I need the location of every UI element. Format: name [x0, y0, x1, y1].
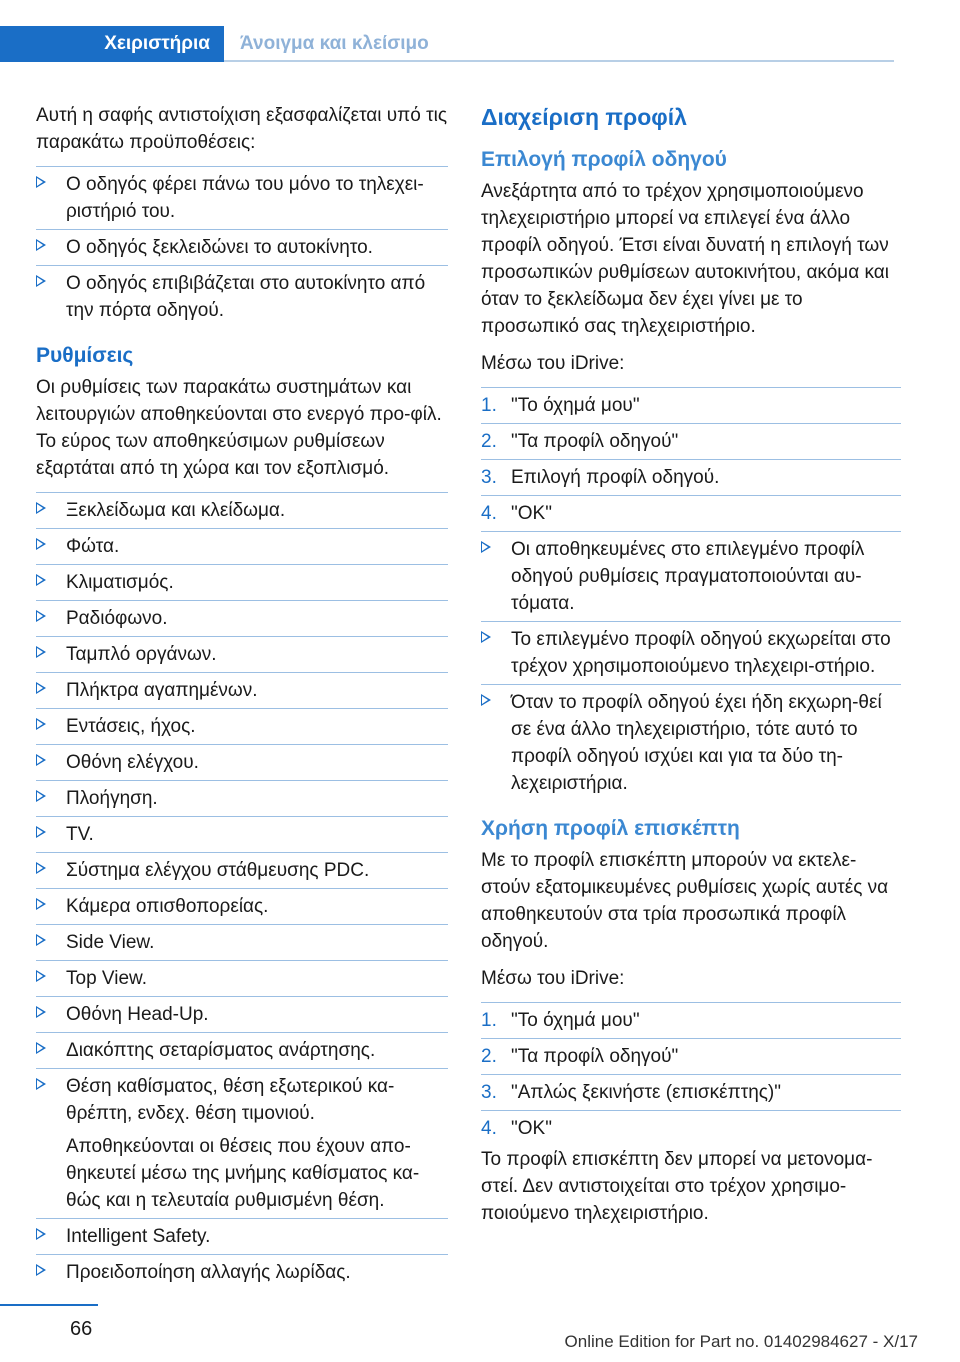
triangle-bullet-icon: [36, 1264, 46, 1276]
triangle-bullet-icon: [481, 541, 491, 553]
triangle-bullet-icon: [36, 826, 46, 838]
list-item: Οθόνη ελέγχου.: [36, 744, 448, 780]
list-item: Οθόνη Head-Up.: [36, 996, 448, 1032]
list-item: Ταμπλό οργάνων.: [36, 636, 448, 672]
triangle-bullet-icon: [36, 1228, 46, 1240]
triangle-bullet-icon: [481, 694, 491, 706]
triangle-bullet-icon: [36, 1042, 46, 1054]
triangle-bullet-icon: [36, 239, 46, 251]
triangle-bullet-icon: [481, 631, 491, 643]
triangle-bullet-icon: [36, 610, 46, 622]
step-item: 3. Επιλογή προφίλ οδηγού.: [481, 459, 901, 495]
list-item: Κλιματισμός.: [36, 564, 448, 600]
list-item: Το επιλεγμένο προφίλ οδηγού εκχωρείται στο τρέχον χρησιμοποιούμενο τηλεχειρι-στήριο.: [481, 621, 901, 684]
intro-paragraph: Αυτή η σαφής αντιστοίχιση εξασφαλίζεται υπό τις παρακάτω προϋποθέσεις:: [36, 105, 448, 153]
triangle-bullet-icon: [36, 176, 46, 188]
guest-steps-list: [481, 1002, 901, 1146]
settings-heading: Ρυθμίσεις: [36, 344, 134, 367]
triangle-bullet-icon: [36, 275, 46, 287]
step-item: 4. "OK": [481, 1110, 901, 1146]
list-item: Intelligent Safety.: [36, 1218, 448, 1254]
list-item: Top View.: [36, 960, 448, 996]
list-item: Προειδοποίηση αλλαγής λωρίδας.: [36, 1254, 448, 1290]
select-profile-heading: Επιλογή προφίλ οδηγού: [481, 148, 727, 171]
triangle-bullet-icon: [36, 718, 46, 730]
list-item: Κάμερα οπισθοπορείας.: [36, 888, 448, 924]
step-item: 4. "OK": [481, 495, 901, 531]
triangle-bullet-icon: [36, 970, 46, 982]
right-column: [481, 102, 901, 1237]
footer-divider: [0, 1304, 98, 1306]
step-item: 1. "Το όχημά μου": [481, 1002, 901, 1038]
list-item: Φώτα.: [36, 528, 448, 564]
list-item: Ο οδηγός επιβιβάζεται στο αυτοκίνητο από την πόρτα οδηγού.: [36, 265, 448, 328]
triangle-bullet-icon: [36, 790, 46, 802]
settings-intro: Οι ρυθμίσεις των παρακάτω συστημάτων και λειτουργιών αποθηκεύονται στο ενεργό προ-φίλ. Το εύρος των αποθηκεύσιμων ρυθμίσεων εξαρτάται από τη χώρα και τον εξοπλισμό.: [36, 377, 442, 479]
chapter-tab[interactable]: Χειριστήρια: [0, 26, 224, 62]
select-profile-intro: Ανεξάρτητα από το τρέχον χρησιμοποιούμενο τηλεχειριστήριο μπορεί να επιλεγεί ένα άλλο προφίλ οδηγού. Έτσι είναι δυνατή η επιλογή των προσωπικών ρυθμίσεων αυτοκινήτου, ακόμα και όταν το ξεκλείδωμα δεν έχει γίνει με το προσωπικό σας τηλεχειριστήριο.: [481, 181, 889, 337]
select-notes-list: [481, 531, 901, 801]
step-item: 3. "Απλώς ξεκινήστε (επισκέπτης)": [481, 1074, 901, 1110]
guest-profile-heading: Χρήση προφίλ επισκέπτη: [481, 817, 740, 840]
triangle-bullet-icon: [36, 934, 46, 946]
step-item: 2. "Τα προφίλ οδηγού": [481, 1038, 901, 1074]
edition-note: Online Edition for Part no. 01402984627 - X/17: [564, 1332, 918, 1351]
list-item: Πλοήγηση.: [36, 780, 448, 816]
header-divider: [224, 60, 894, 62]
list-item: Ο οδηγός φέρει πάνω του μόνο το τηλεχει-ριστήριό του.: [36, 166, 448, 229]
triangle-bullet-icon: [36, 898, 46, 910]
list-item: Οι αποθηκευμένες στο επιλεγμένο προφίλ οδηγού ρυθμίσεις πραγματοποιούνται αυ-τόματα.: [481, 531, 901, 621]
triangle-bullet-icon: [36, 754, 46, 766]
list-item: Θέση καθίσματος, θέση εξωτερικού κα-θρέπτη, ενδεχ. θέση τιμονιού. Αποθηκεύονται οι θέσεις που έχουν απο-θηκευτεί μέσω της μνήμης καθίσματος κα-θώς και η τελευταία ρυθμισμένη θέση.: [36, 1068, 448, 1218]
list-item: Όταν το προφίλ οδηγού έχει ήδη εκχωρη-θεί σε ένα άλλο τηλεχειριστήριο, τότε αυτό το προφίλ οδηγού ισχύει και για τα δύο τη-λεχειριστήρια.: [481, 684, 901, 801]
conditions-list: [36, 166, 448, 328]
section-tab[interactable]: Άνοιγμα και κλείσιμο: [240, 33, 429, 54]
guest-profile-outro: Το προφίλ επισκέπτη δεν μπορεί να μετονομα-στεί. Δεν αντιστοιχείται στο τρέχον χρησιμο-ποιούμενο τηλεχειριστήριο.: [481, 1149, 873, 1224]
list-item: Ξεκλείδωμα και κλείδωμα.: [36, 492, 448, 528]
triangle-bullet-icon: [36, 574, 46, 586]
list-item: Πλήκτρα αγαπημένων.: [36, 672, 448, 708]
step-item: 1. "Το όχημά μου": [481, 387, 901, 423]
page-header: [0, 0, 960, 62]
list-item: TV.: [36, 816, 448, 852]
list-item: Εντάσεις, ήχος.: [36, 708, 448, 744]
triangle-bullet-icon: [36, 1006, 46, 1018]
step-item: 2. "Τα προφίλ οδηγού": [481, 423, 901, 459]
triangle-bullet-icon: [36, 646, 46, 658]
triangle-bullet-icon: [36, 1078, 46, 1090]
guest-profile-intro: Με το προφίλ επισκέπτη μπορούν να εκτελε-στούν εξατομικευμένες ρυθμίσεις χωρίς αυτές να αποθηκευτούν στα τρία προσωπικά προφίλ οδηγού.: [481, 850, 889, 952]
triangle-bullet-icon: [36, 682, 46, 694]
list-item: Διακόπτης σεταρίσματος ανάρτησης.: [36, 1032, 448, 1068]
seat-note: Αποθηκεύονται οι θέσεις που έχουν απο-θηκευτεί μέσω της μνήμης καθίσματος κα-θώς και η τελευταία ρυθμισμένη θέση.: [66, 1136, 420, 1211]
list-item: Ο οδηγός ξεκλειδώνει το αυτοκίνητο.: [36, 229, 448, 265]
via-idrive-label: Μέσω του iDrive:: [481, 968, 625, 989]
list-item: Σύστημα ελέγχου στάθμευσης PDC.: [36, 852, 448, 888]
triangle-bullet-icon: [36, 538, 46, 550]
via-idrive-label: Μέσω του iDrive:: [481, 353, 625, 374]
triangle-bullet-icon: [36, 502, 46, 514]
settings-list: [36, 492, 448, 1290]
list-item: Side View.: [36, 924, 448, 960]
page-number: 66: [70, 1318, 93, 1340]
triangle-bullet-icon: [36, 862, 46, 874]
left-column: [36, 102, 448, 1290]
profile-management-heading: Διαχείριση προφίλ: [481, 104, 687, 130]
list-item: Ραδιόφωνο.: [36, 600, 448, 636]
select-steps-list: [481, 387, 901, 531]
